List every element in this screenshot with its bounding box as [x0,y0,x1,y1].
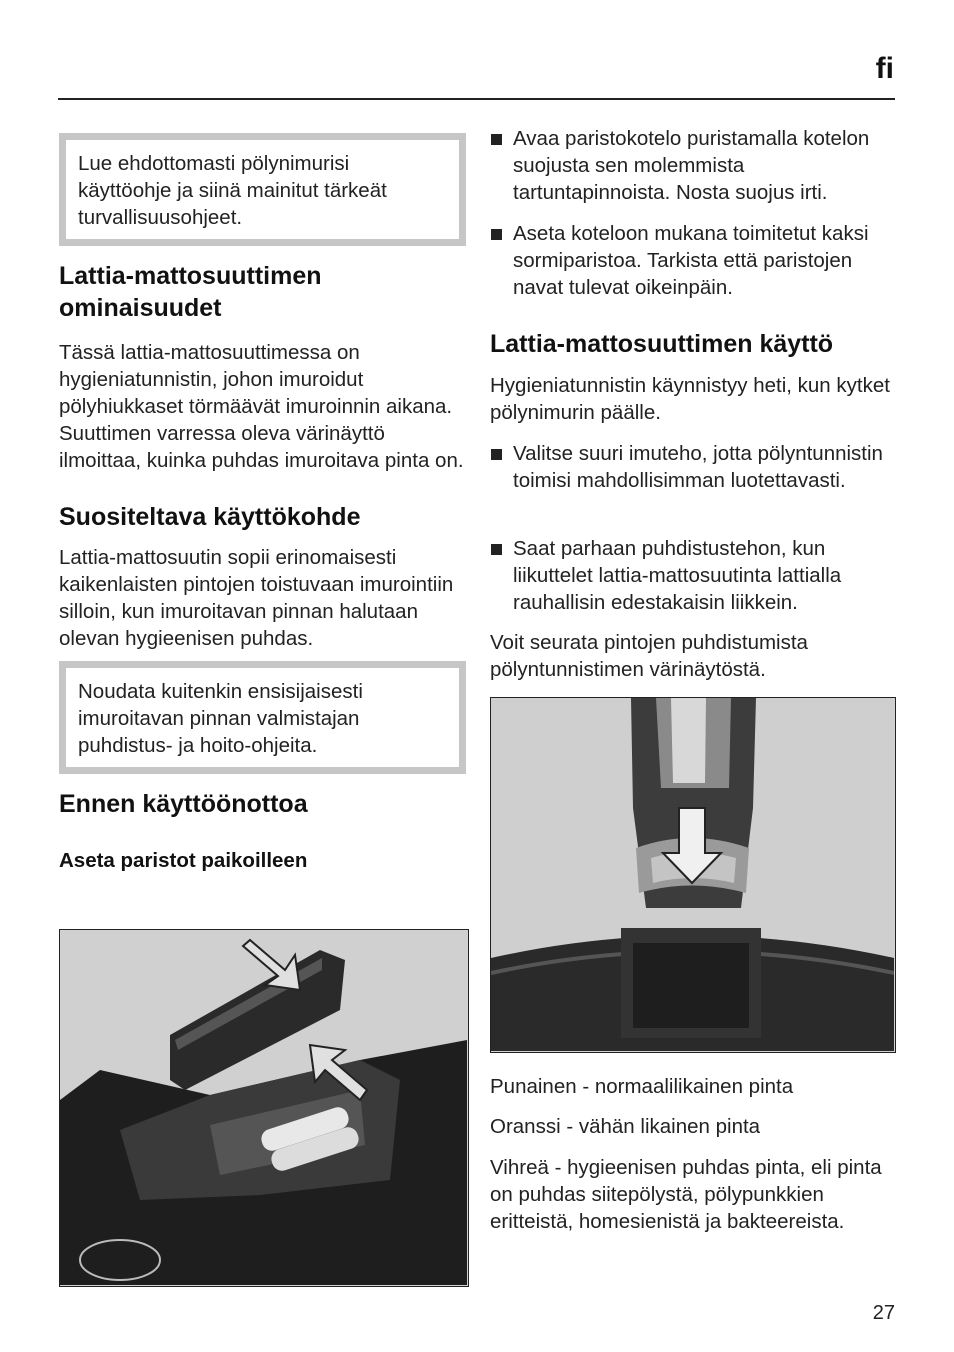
color-display-illustration [490,697,896,1053]
list-item [490,440,896,494]
safety-note: Lue ehdottomasti pölynimurisi käyttöohje ja siinä mainitut tärkeät turvallisuusohjeet. [59,133,466,246]
heading-nozzle-features: Lattia-mattosuuttimen ominaisuudet [59,262,322,322]
list-item [490,535,896,616]
subheading-insert-batteries: Aseta paristot paikoilleen [59,849,308,872]
care-note: Noudata kuitenkin ensisijaisesti imuroitavan pinnan valmistajan puhdistus- ja hoito-ohjeita. [59,661,466,774]
heading-before-first-use: Ennen käyttöönottoa [59,790,308,818]
legend-orange: Oranssi - vähän likainen pinta [490,1115,761,1138]
bullet-square-icon [491,134,502,145]
language-code: fi [875,52,894,85]
legend-green: Vihreä - hygieenisen puhdas pinta, eli pinta on puhdas siitepölystä, pölypunkkien eritteistä, homesienistä ja bakteereista. [490,1156,882,1233]
paragraph-nozzle-features: Tässä lattia-mattosuuttimessa on hygieniatunnistin, johon imuroidut pölyhiukkaset törmäävät imuroinnin aikana. Suuttimen varressa oleva värinäyttö ilmoittaa, kuinka puhdas imuroitava pinta on. [59,341,464,472]
list-item [490,125,896,206]
list-item [490,220,896,301]
page-number: 27 [872,1302,895,1324]
heading-recommended-use: Suositeltava käyttökohde [59,503,361,531]
list-item-text: Avaa paristokotelo puristamalla kotelon suojusta sen molemmista tartuntapinnoista. Nosta suojus irti. [513,127,870,204]
list-item-text: Aseta koteloon mukana toimitetut kaksi sormiparistoa. Tarkista että paristojen navat tulevat oikeinpäin. [513,222,869,299]
heading-nozzle-use: Lattia-mattosuuttimen käyttö [490,330,834,358]
bullet-square-icon [491,229,502,240]
battery-insertion-illustration [59,929,469,1287]
bullet-square-icon [491,449,502,460]
header-rule [58,98,895,100]
bullet-square-icon [491,544,502,555]
legend-red: Punainen - normaalilikainen pinta [490,1075,794,1098]
paragraph-color-display: Voit seurata pintojen puhdistumista pölyntunnistimen värinäytöstä. [490,631,808,681]
list-item-text: Valitse suuri imuteho, jotta pölyntunnistin toimisi mahdollisimman luotettavasti. [513,442,883,492]
paragraph-recommended-use: Lattia-mattosuutin sopii erinomaisesti kaikenlaisten pintojen toistuvaan imurointiin silloin, kun imuroitavan pinnan halutaan olevan hygieenisen puhdas. [59,546,454,650]
paragraph-sensor-start: Hygieniatunnistin käynnistyy heti, kun kytket pölynimurin päälle. [490,374,890,424]
list-item-text: Saat parhaan puhdistustehon, kun liikuttelet lattia-mattosuutinta lattialla rauhallisin edestakaisin liikkein. [513,537,842,614]
